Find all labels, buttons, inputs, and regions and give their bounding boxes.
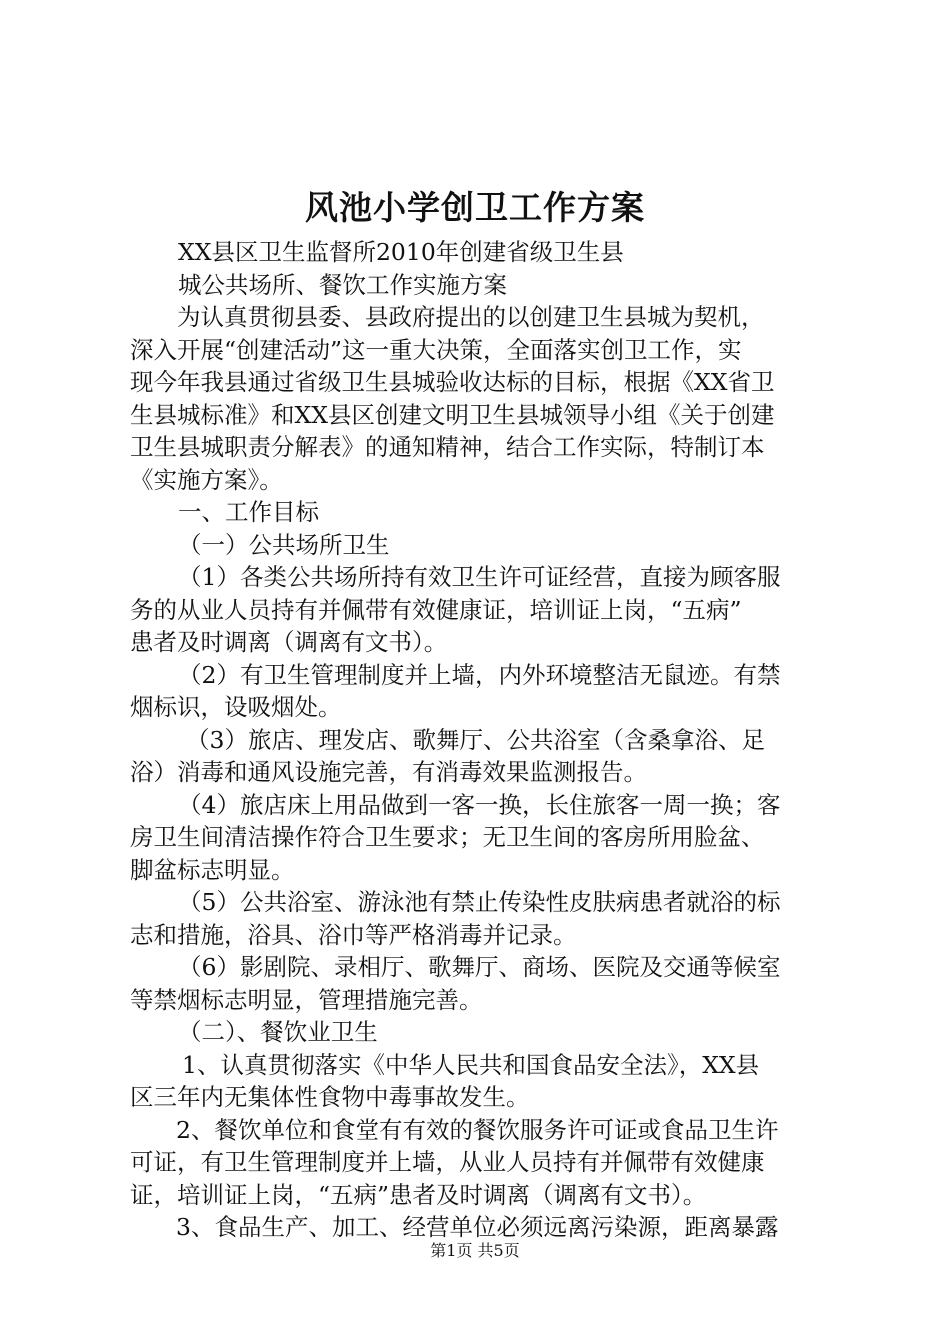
paragraph-line: （5）公共浴室、游泳池有禁止传染性皮肤病患者就浴的标 xyxy=(178,888,781,916)
paragraph-line: 现今年我县通过省级卫生县城验收达标的目标，根据《XX省卫 xyxy=(130,368,775,396)
paragraph-line: 浴）消毒和通风设施完善，有消毒效果监测报告。 xyxy=(130,758,647,786)
paragraph-line: 2、餐饮单位和食堂有有效的餐饮服务许可证或食品卫生许 xyxy=(176,1115,779,1144)
paragraph-line: 患者及时调离（调离有文书）。 xyxy=(130,628,448,656)
paragraph-line: 1、认真贯彻落实《中华人民共和国食品安全法》，XX县 xyxy=(182,1050,760,1079)
paragraph-line: 等禁烟标志明显，管理措施完善。 xyxy=(130,985,483,1014)
paragraph-line: 务的从业人员持有并佩带有效健康证，培训证上岗，“五病” xyxy=(130,595,742,624)
paragraph-line: 区三年内无集体性食物中毒事故发生。 xyxy=(130,1083,530,1111)
paragraph-line: （4）旅店床上用品做到一客一换，长住旅客一周一换；客 xyxy=(178,790,781,819)
paragraph-line: 生县城标准》和XX县区创建文明卫生县城领导小组《关于创建 xyxy=(130,400,775,429)
paragraph-line: 房卫生间清洁操作符合卫生要求；无卫生间的客房所用脸盆、 xyxy=(130,823,765,851)
subsection-heading: （二）、餐饮业卫生 xyxy=(178,1018,378,1046)
subtitle-line-2: 城公共场所、餐饮工作实施方案 xyxy=(178,270,507,299)
paragraph-line: 脚盆标志明显。 xyxy=(130,855,295,884)
paragraph-line: 证，培训证上岗，“五病”患者及时调离（调离有文书）。 xyxy=(130,1180,707,1209)
paragraph-line: （6）影剧院、录相厅、歌舞厅、商场、医院及交通等候室 xyxy=(178,953,781,981)
paragraph-line: 卫生县城职责分解表》的通知精神，结合工作实际，特制订本 xyxy=(130,433,765,461)
paragraph-line: 《实施方案》。 xyxy=(130,465,283,494)
paragraph-line: 烟标识，设吸烟处。 xyxy=(130,693,342,721)
paragraph-line: （1）各类公共场所持有效卫生许可证经营，直接为顾客服 xyxy=(178,563,781,591)
document-title: 风池小学创卫工作方案 xyxy=(305,188,645,227)
paragraph-line: 深入开展“创建活动”这一重大决策，全面落实创卫工作，实 xyxy=(130,335,742,364)
subsection-heading: （一）公共场所卫生 xyxy=(178,530,390,559)
paragraph-line: （3）旅店、理发店、歌舞厅、公共浴室（含桑拿浴、足 xyxy=(186,725,765,754)
paragraph-line: （2）有卫生管理制度并上墙，内外环境整洁无鼠迹。有禁 xyxy=(178,660,781,689)
paragraph-line: 3、食品生产、加工、经营单位必须远离污染源，距离暴露 xyxy=(176,1213,779,1241)
paragraph-line: 可证，有卫生管理制度并上墙，从业人员持有并佩带有效健康 xyxy=(130,1148,765,1176)
document-body xyxy=(130,236,830,1244)
section-heading: 一、工作目标 xyxy=(178,498,319,526)
paragraph-line: 为认真贯彻县委、县政府提出的以创建卫生县城为契机， xyxy=(177,303,765,331)
paragraph-line: 志和措施，浴具、浴巾等严格消毒并记录。 xyxy=(130,920,577,949)
page-number-footer: 第1页 共5页 xyxy=(430,1241,520,1260)
subtitle-line-1: XX县区卫生监督所2010年创建省级卫生县 xyxy=(178,238,624,266)
